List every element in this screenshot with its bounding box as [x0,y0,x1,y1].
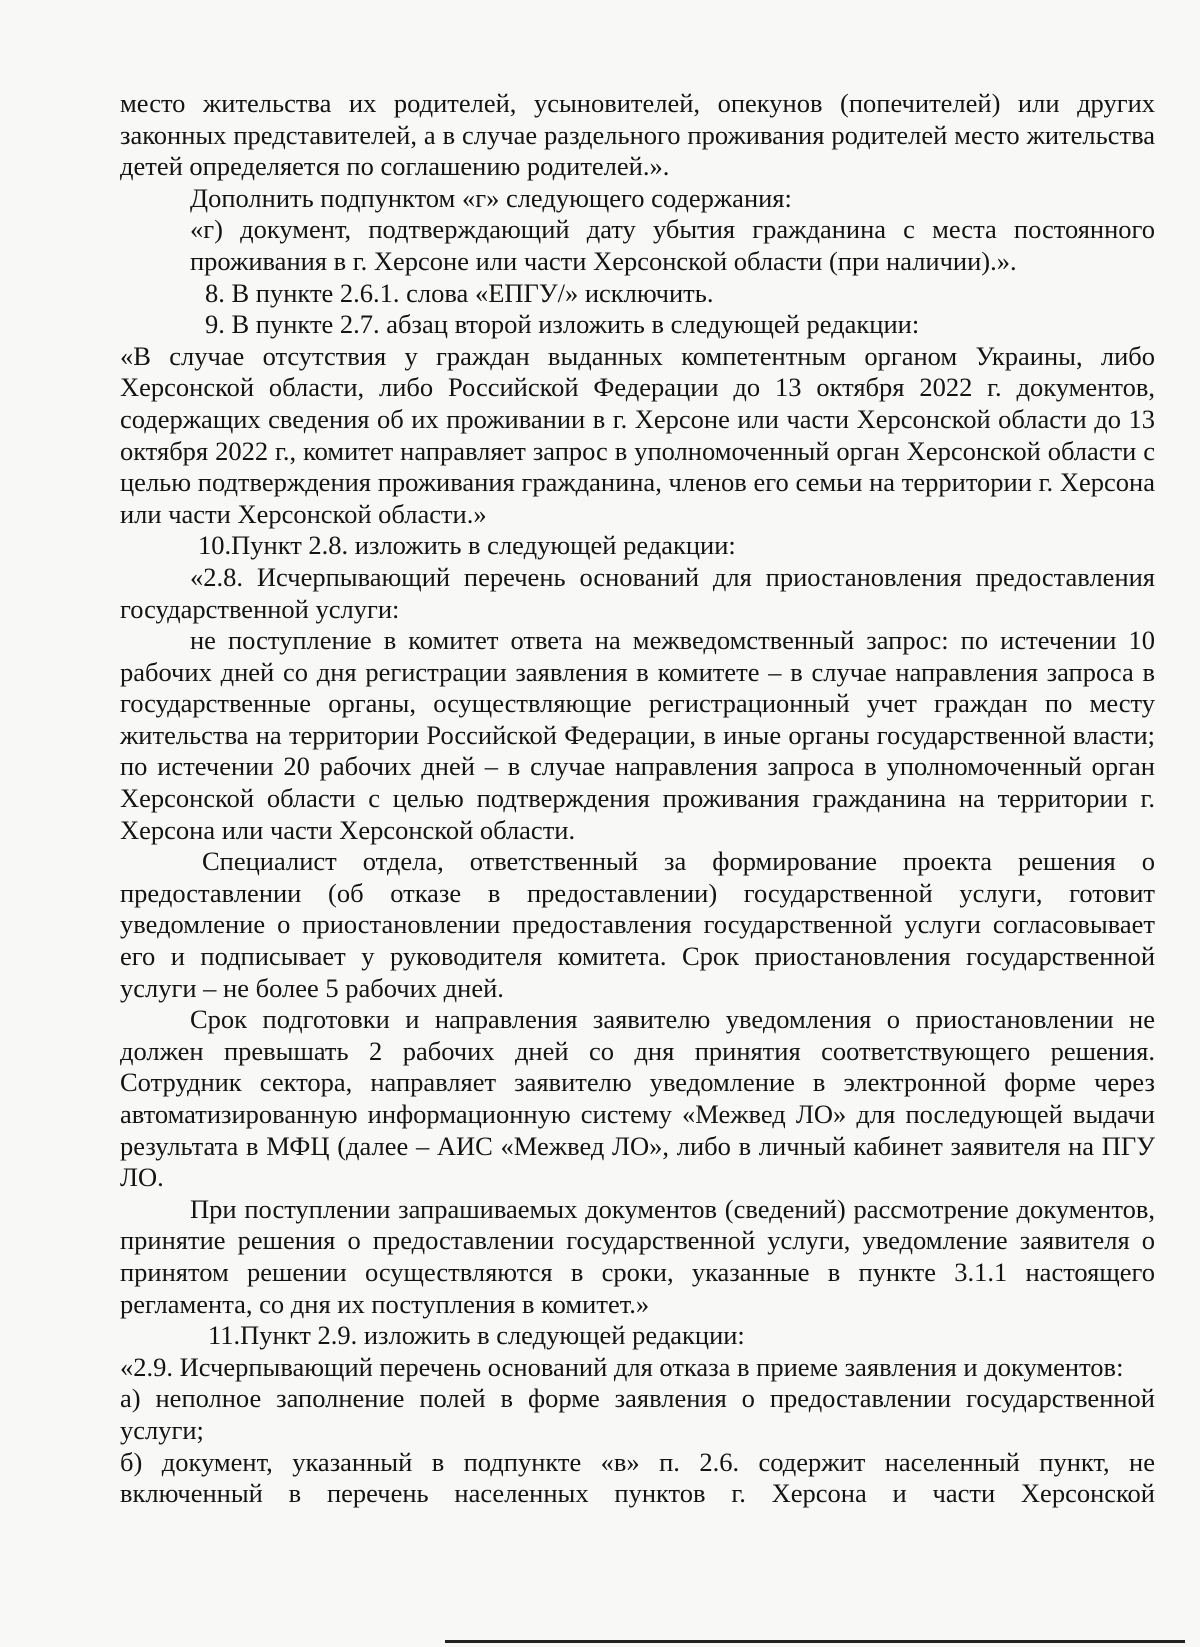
paragraph-on-receipt: При поступлении запрашиваемых документов (сведений) рассмотрение документов, принятие решения о предоставлении государственной услуги, уведомление заявителя о принятом решении осуществляются в сроки, указанные в пункте 3.1.1 настоящего регламента, со дня их поступления в комитет.» [120,1193,1155,1319]
paragraph-item-9: 9. В пункте 2.7. абзац второй изложить в следующей редакции: [205,309,920,340]
paragraph-item-11: 11.Пункт 2.9. изложить в следующей редакции: [208,1320,745,1351]
paragraph-item-9-text: «В случае отсутствия у граждан выданных компетентным органом Украины, либо Херсонской области, либо Российской Федерации до 13 октября 2022 г. документов, содержащих сведения об их проживании в г. Херсоне или части Херсонской области до 13 октября 2022 г., комитет направляет запрос в уполномоченный орган Херсонской области с целью подтверждения проживания гражданина, членов его семьи на территории г. Херсона или части Херсонской области.» [120,340,1155,529]
paragraph-subpoint-a: а) неполное заполнение полей в форме заявления о предоставлении государственной услуги; [120,1383,1155,1445]
bottom-edge-line [445,1640,1185,1643]
paragraph-2-8-heading: «2.8. Исчерпывающий перечень оснований для приостановления предоставления государственной услуги: [120,561,1155,624]
paragraph-add-subpoint: Дополнить подпунктом «г» следующего содержания: [190,182,792,213]
paragraph-item-10: 10.Пункт 2.8. изложить в следующей редакции: [198,530,736,561]
paragraph-item-8: 8. В пункте 2.6.1. слова «ЕПГУ/» исключить. [205,277,714,308]
paragraph-subpoint-g: «г) документ, подтверждающий дату убытия гражданина с места постоянного проживания в г. Херсоне или части Херсонской области (при наличии).». [190,214,1155,276]
paragraph-no-response: не поступление в комитет ответа на межведомственный запрос: по истечении 10 рабочих дней со дня регистрации заявления в комитете – в случае направления запроса в государственные органы, осуществляющие регистрационный учет граждан по месту жительства на территории Российской Федерации, в иные органы государственной власти; по истечении 20 рабочих дней – в случае направления запроса в уполномоченный орган Херсонской области с целью подтверждения проживания гражданина на территории г. Херсона или части Херсонской области. [120,625,1155,845]
document-body [120,88,1155,1510]
paragraph-subpoint-b: б) документ, указанный в подпункте «в» п. 2.6. содержит населенный пункт, не включенный в перечень населенных пунктов г. Херсона и части Херсонской [120,1446,1155,1509]
paragraph-specialist: Специалист отдела, ответственный за формирование проекта решения о предоставлении (об отказе в предоставлении) государственной услуги, готовит уведомление о приостановлении предоставления государственной услуги согласовывает его и подписывает у руководителя комитета. Срок приостановления государственной услуги – не более 5 рабочих дней. [120,846,1155,1003]
paragraph-2-9-heading: «2.9. Исчерпывающий перечень оснований для отказа в приеме заявления и документов: [120,1351,1124,1382]
paragraph-residence: место жительства их родителей, усыновителей, опекунов (попечителей) или других законных представителей, а в случае раздельного проживания родителей место жительства детей определяется по соглашению родителей.». [120,88,1155,182]
paragraph-notice-deadline: Срок подготовки и направления заявителю уведомления о приостановлении не должен превышать 2 рабочих дней со дня принятия соответствующего решения. Сотрудник сектора, направляет заявителю уведомление в электронной форме через автоматизированную информационную систему «Межвед ЛО» для последующей выдачи результата в МФЦ (далее – АИС «Межвед ЛО», либо в личный кабинет заявителя на ПГУ ЛО. [120,1004,1155,1193]
